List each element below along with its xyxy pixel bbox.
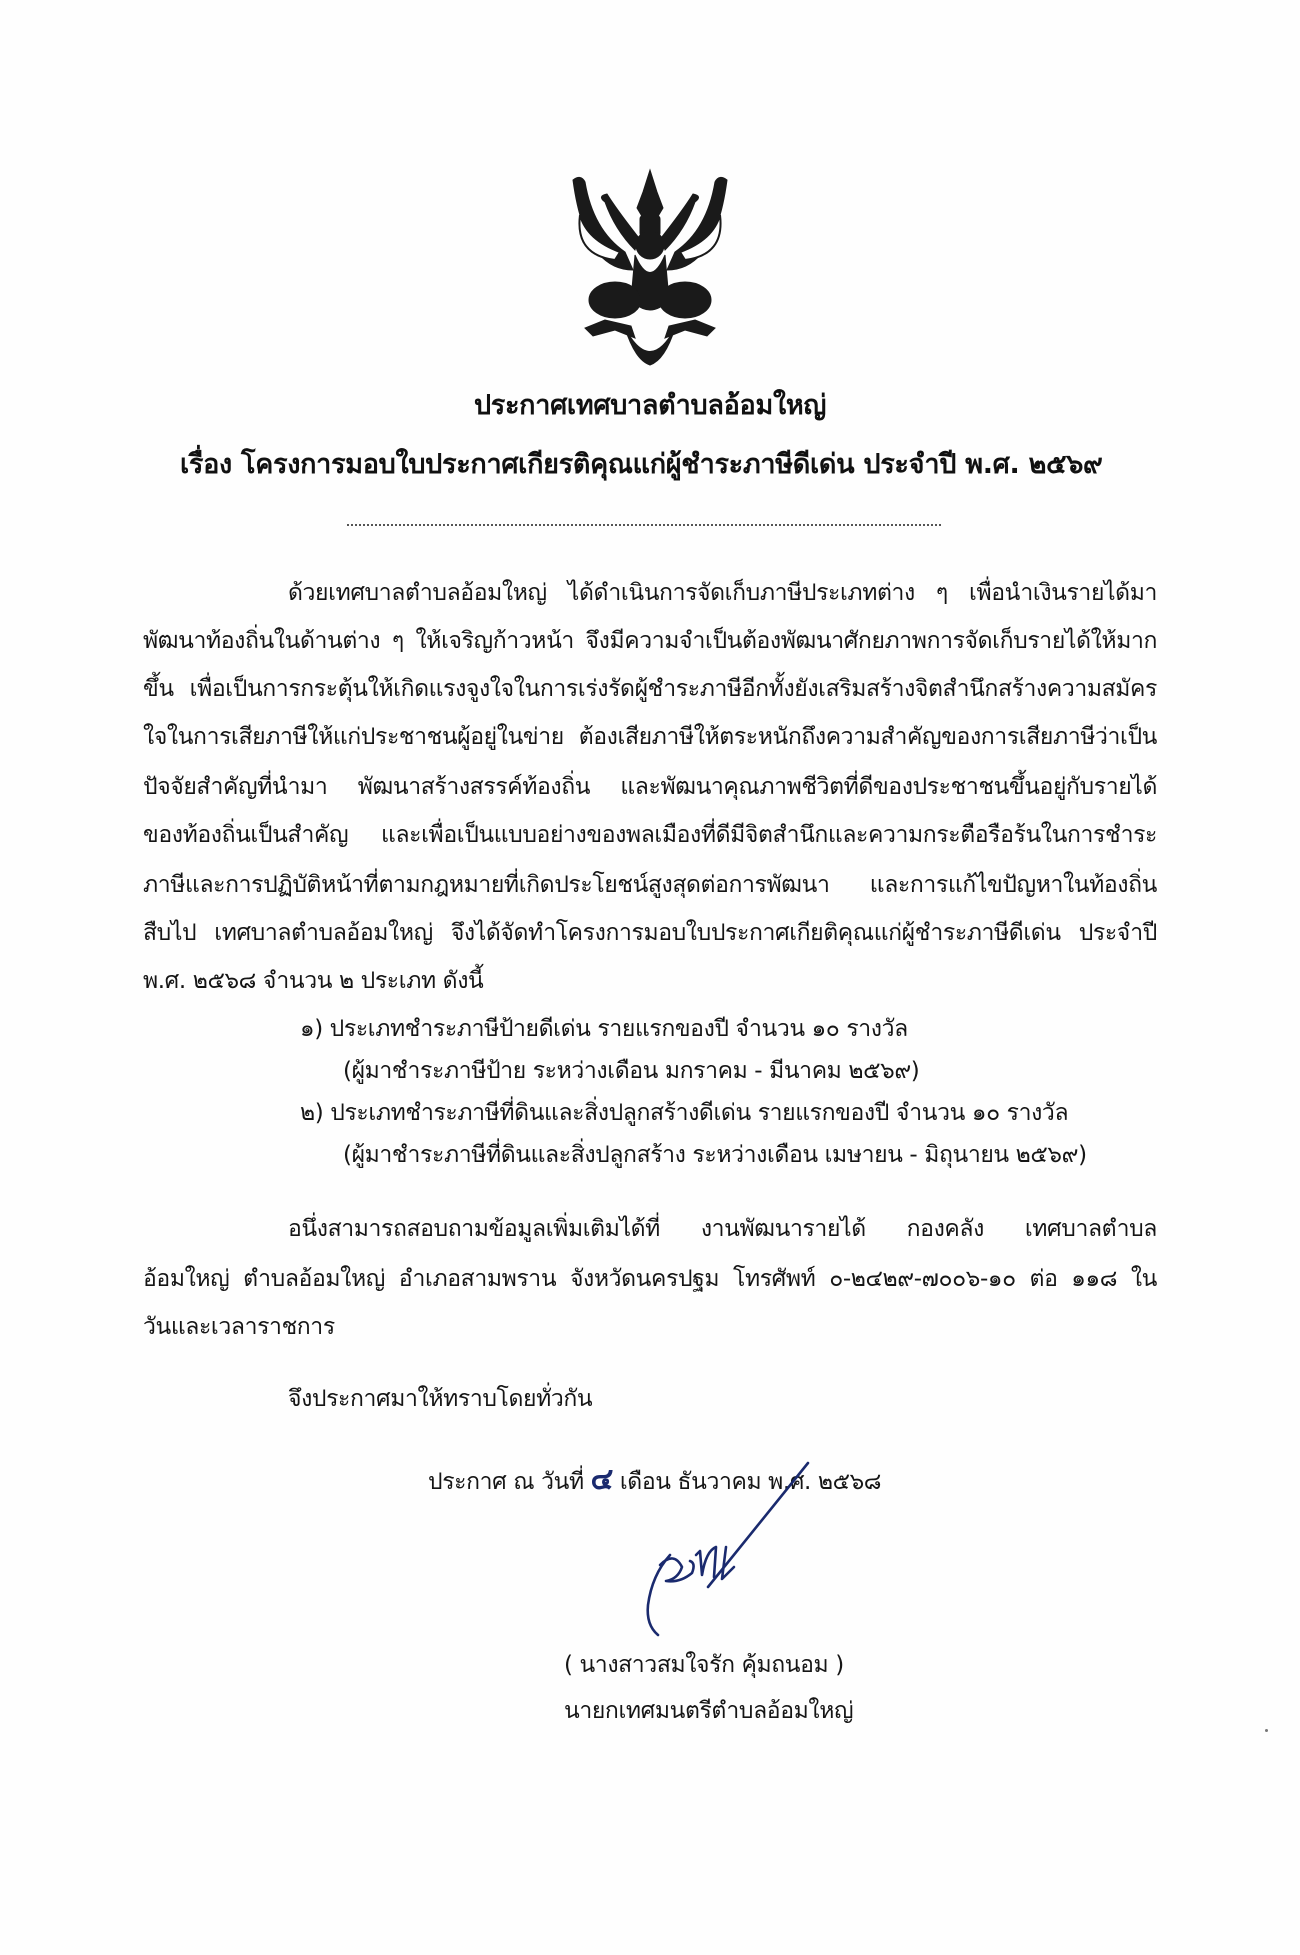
category-item-label: ๒) ประเภทชำระภาษีที่ดินและสิ่งปลูกสร้างดีเด่น รายแรกของปี จำนวน ๑๐ รางวัล <box>300 1100 1069 1126</box>
signatory-position: นายกเทศมนตรีตำบลอ้อมใหญ่ <box>564 1698 854 1724</box>
paragraph-2-line: อ้อมใหญ่ ตำบลอ้อมใหญ่ อำเภอสามพราน จังหวัดนครปฐม โทรศัพท์ ๐-๒๔๒๙-๗๐๐๖-๑๐ ต่อ ๑๑๘ ใน <box>143 1266 1157 1292</box>
category-item-detail: (ผู้มาชำระภาษีที่ดินและสิ่งปลูกสร้าง ระหว่างเดือน เมษายน - มิถุนายน ๒๕๖๙) <box>343 1142 1087 1168</box>
category-item-detail: (ผู้มาชำระภาษีป้าย ระหว่างเดือน มกราคม - มีนาคม ๒๕๖๙) <box>343 1058 920 1084</box>
paragraph-1-line: พัฒนาท้องถิ่นในด้านต่าง ๆ ให้เจริญก้าวหน้า จึงมีความจำเป็นต้องพัฒนาศักยภาพการจัดเก็บรายได้ให้มาก <box>143 628 1157 654</box>
paragraph-1-line: ปัจจัยสำคัญที่นำมา พัฒนาสร้างสรรค์ท้องถิ่น และพัฒนาคุณภาพชีวิตที่ดีของประชาชนขึ้นอยู่กับรายได้ <box>143 774 1157 800</box>
signature-icon <box>630 1455 930 1645</box>
garuda-emblem-icon <box>545 160 755 380</box>
paragraph-1-line: พ.ศ. ๒๕๖๘ จำนวน ๒ ประเภท ดังนี้ <box>143 968 484 994</box>
dotted-separator <box>347 524 941 526</box>
announcement-title: ประกาศเทศบาลตำบลอ้อมใหญ่ <box>473 390 827 421</box>
paragraph-1-line: ของท้องถิ่นเป็นสำคัญ และเพื่อเป็นแบบอย่างของพลเมืองที่ดีมีจิตสำนึกและความกระตือรือร้นในการชำระ <box>143 822 1157 848</box>
date-suffix: เดือน ธันวาคม พ.ศ. ๒๕๖๘ <box>612 1469 882 1495</box>
paragraph-1-line: ใจในการเสียภาษีให้แก่ประชาชนผู้อยู่ในข่าย ต้องเสียภาษีให้ตระหนักถึงความสำคัญของการเสียภาษีว่าเป็น <box>143 724 1157 750</box>
paragraph-1-line: ภาษีและการปฏิบัติหน้าที่ตามกฎหมายที่เกิดประโยชน์สูงสุดต่อการพัฒนา และการแก้ไขปัญหาในท้องถิ่น <box>143 872 1157 898</box>
paragraph-1-line: สืบไป เทศบาลตำบลอ้อมใหญ่ จึงได้จัดทำโครงการมอบใบประกาศเกียติคุณแก่ผู้ชำระภาษีดีเด่น ประจำปี <box>143 920 1157 946</box>
scan-speck <box>1265 1729 1268 1732</box>
paragraph-1-line: ขึ้น เพื่อเป็นการกระตุ้นให้เกิดแรงจูงใจในการเร่งรัดผู้ชำระภาษีอีกทั้งยังเสริมสร้างจิตสำนึกสร้างความสมัคร <box>143 676 1157 702</box>
paragraph-2-line: อนึ่งสามารถสอบถามข้อมูลเพิ่มเติมได้ที่ งานพัฒนารายได้ กองคลัง เทศบาลตำบล <box>288 1216 1157 1242</box>
paragraph-2-line: วันและเวลาราชการ <box>143 1314 335 1340</box>
closing-statement: จึงประกาศมาให้ทราบโดยทั่วกัน <box>288 1386 593 1412</box>
date-day: ๔ <box>590 1462 613 1497</box>
paragraph-1-line: ด้วยเทศบาลตำบลอ้อมใหญ่ ได้ดำเนินการจัดเก็บภาษีประเภทต่าง ๆ เพื่อนำเงินรายได้มา <box>288 580 1157 606</box>
announcement-subject: เรื่อง โครงการมอบใบประกาศเกียรติคุณแก่ผู้ชำระภาษีดีเด่น ประจำปี พ.ศ. ๒๕๖๙ <box>180 449 1103 480</box>
category-item-label: ๑) ประเภทชำระภาษีป้ายดีเด่น รายแรกของปี จำนวน ๑๐ รางวัล <box>300 1016 908 1042</box>
signatory-name: ( นางสาวสมใจรัก คุ้มถนอม ) <box>564 1652 844 1678</box>
date-prefix: ประกาศ ณ วันที่ <box>428 1469 591 1495</box>
